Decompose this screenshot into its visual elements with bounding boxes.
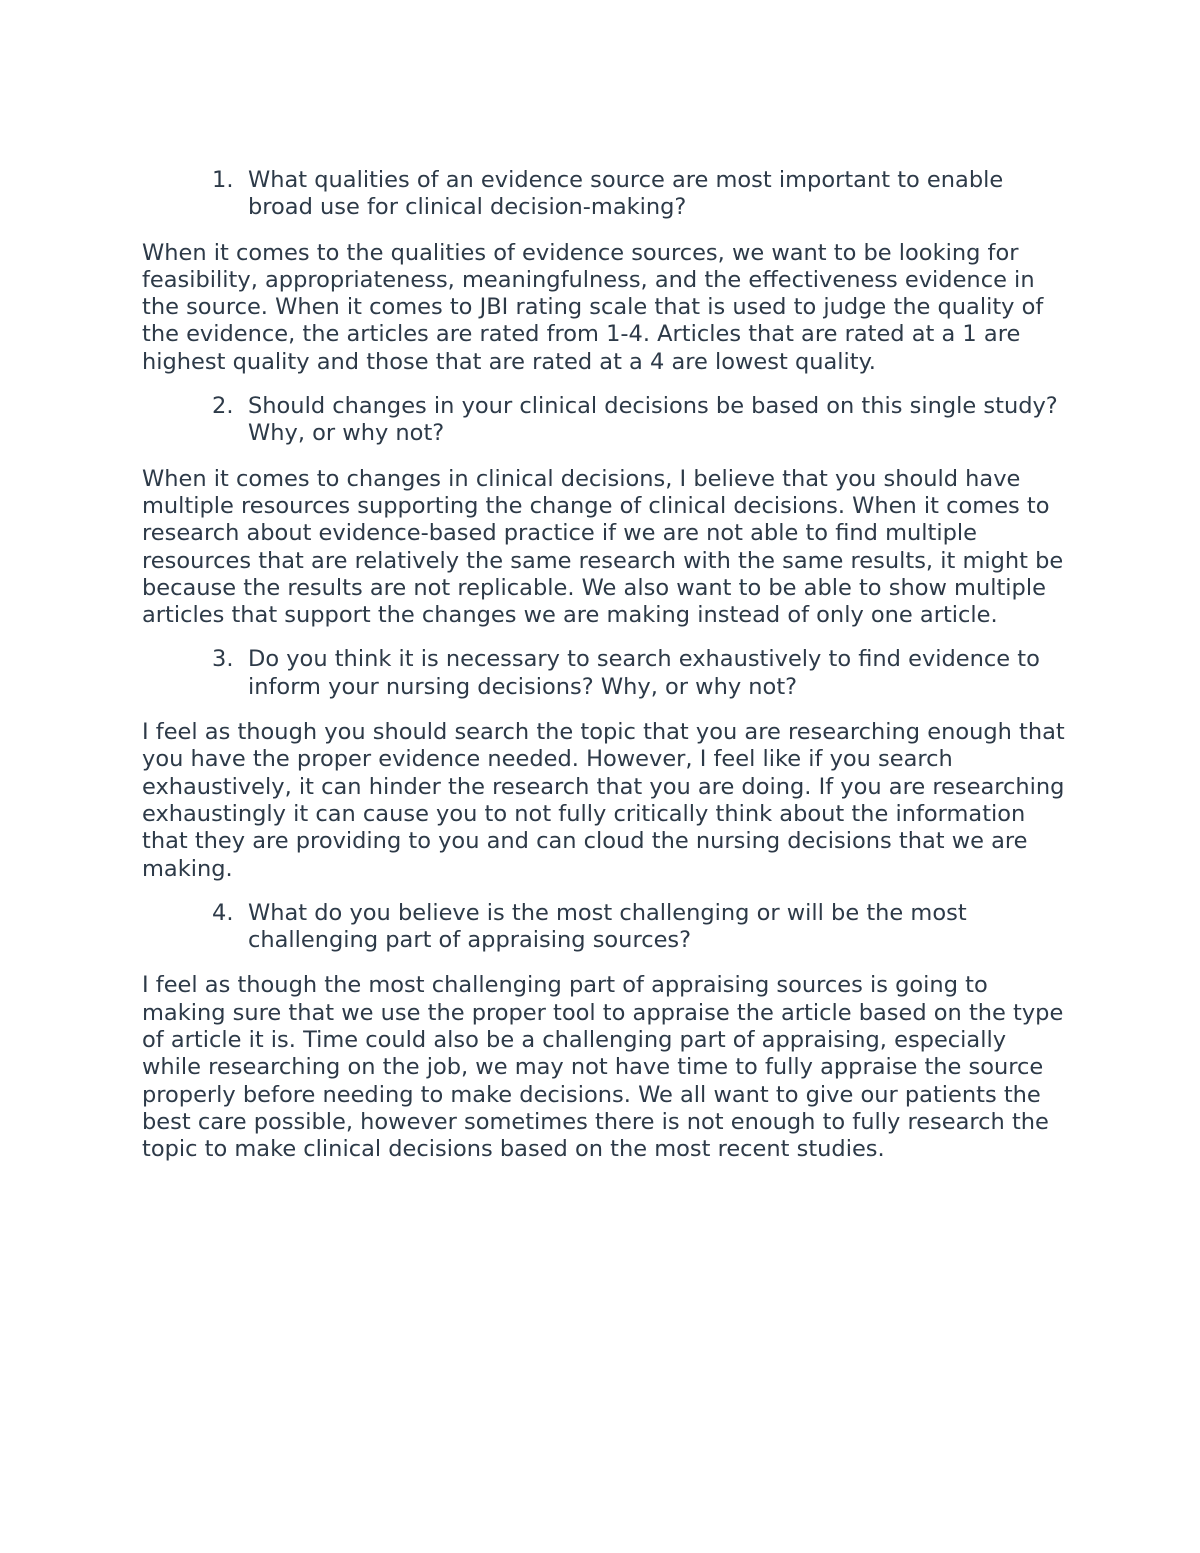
question-number: 4. — [212, 899, 234, 926]
question-number: 1. — [212, 167, 234, 193]
question-2 — [142, 393, 1072, 448]
question-number: 2. — [212, 393, 234, 420]
answer-3: I feel as though you should search the topic that you are researching enough that you have the proper evidence needed. However, I feel like if you search exhaustively, it can hinder the research that you are doing. If you are researching exhaustingly it can cause you to not fully critically think about the information that they are providing to you and can cloud the nursing decisions that we are making. — [142, 719, 1065, 882]
question-4 — [142, 900, 1072, 955]
question-number: 3. — [212, 646, 234, 673]
question-text: Should changes in your clinical decisions be based on this single study? Why, or why not? — [248, 393, 1058, 447]
answer-2: When it comes to changes in clinical decisions, I believe that you should have multiple resources supporting the change of clinical decisions. When it comes to research about evidence-based practice if we are not able to find multiple resources that are relatively the same research with the same results, it might be because the results are not replicable. We also want to be able to show multiple articles that support the changes we are making instead of only one article. — [142, 465, 1064, 629]
question-text: What do you believe is the most challenging or will be the most challenging part of appraising sources? — [248, 899, 967, 954]
document-body — [142, 167, 1072, 1181]
answer-4: I feel as though the most challenging part of appraising sources is going to making sure that we use the proper tool to appraise the article based on the type of article it is. Time could also be a challenging part of appraising, especially while researching on the job, we may not have time to fully appraise the source properly before needing to make decisions. We all want to give our patients the best care possible, however sometimes there is not enough to fully research the topic to make clinical decisions based on the most recent studies. — [142, 972, 1064, 1163]
question-3 — [142, 646, 1072, 701]
question-1 — [142, 167, 1072, 222]
answer-1: When it comes to the qualities of evidence sources, we want to be looking for feasibility, appropriateness, meaningfulness, and the effectiveness evidence in the source. When it comes to JBI rating scale that is used to judge the quality of the evidence, the articles are rated from 1-4. Articles that are rated at a 1 are highest quality and those that are rated at a 4 are lowest quality. — [142, 239, 1044, 375]
question-text: What qualities of an evidence source are most important to enable broad use for clinical decision-making? — [248, 167, 1004, 221]
question-text: Do you think it is necessary to search exhaustively to find evidence to inform your nursing decisions? Why, or why not? — [248, 646, 1040, 700]
